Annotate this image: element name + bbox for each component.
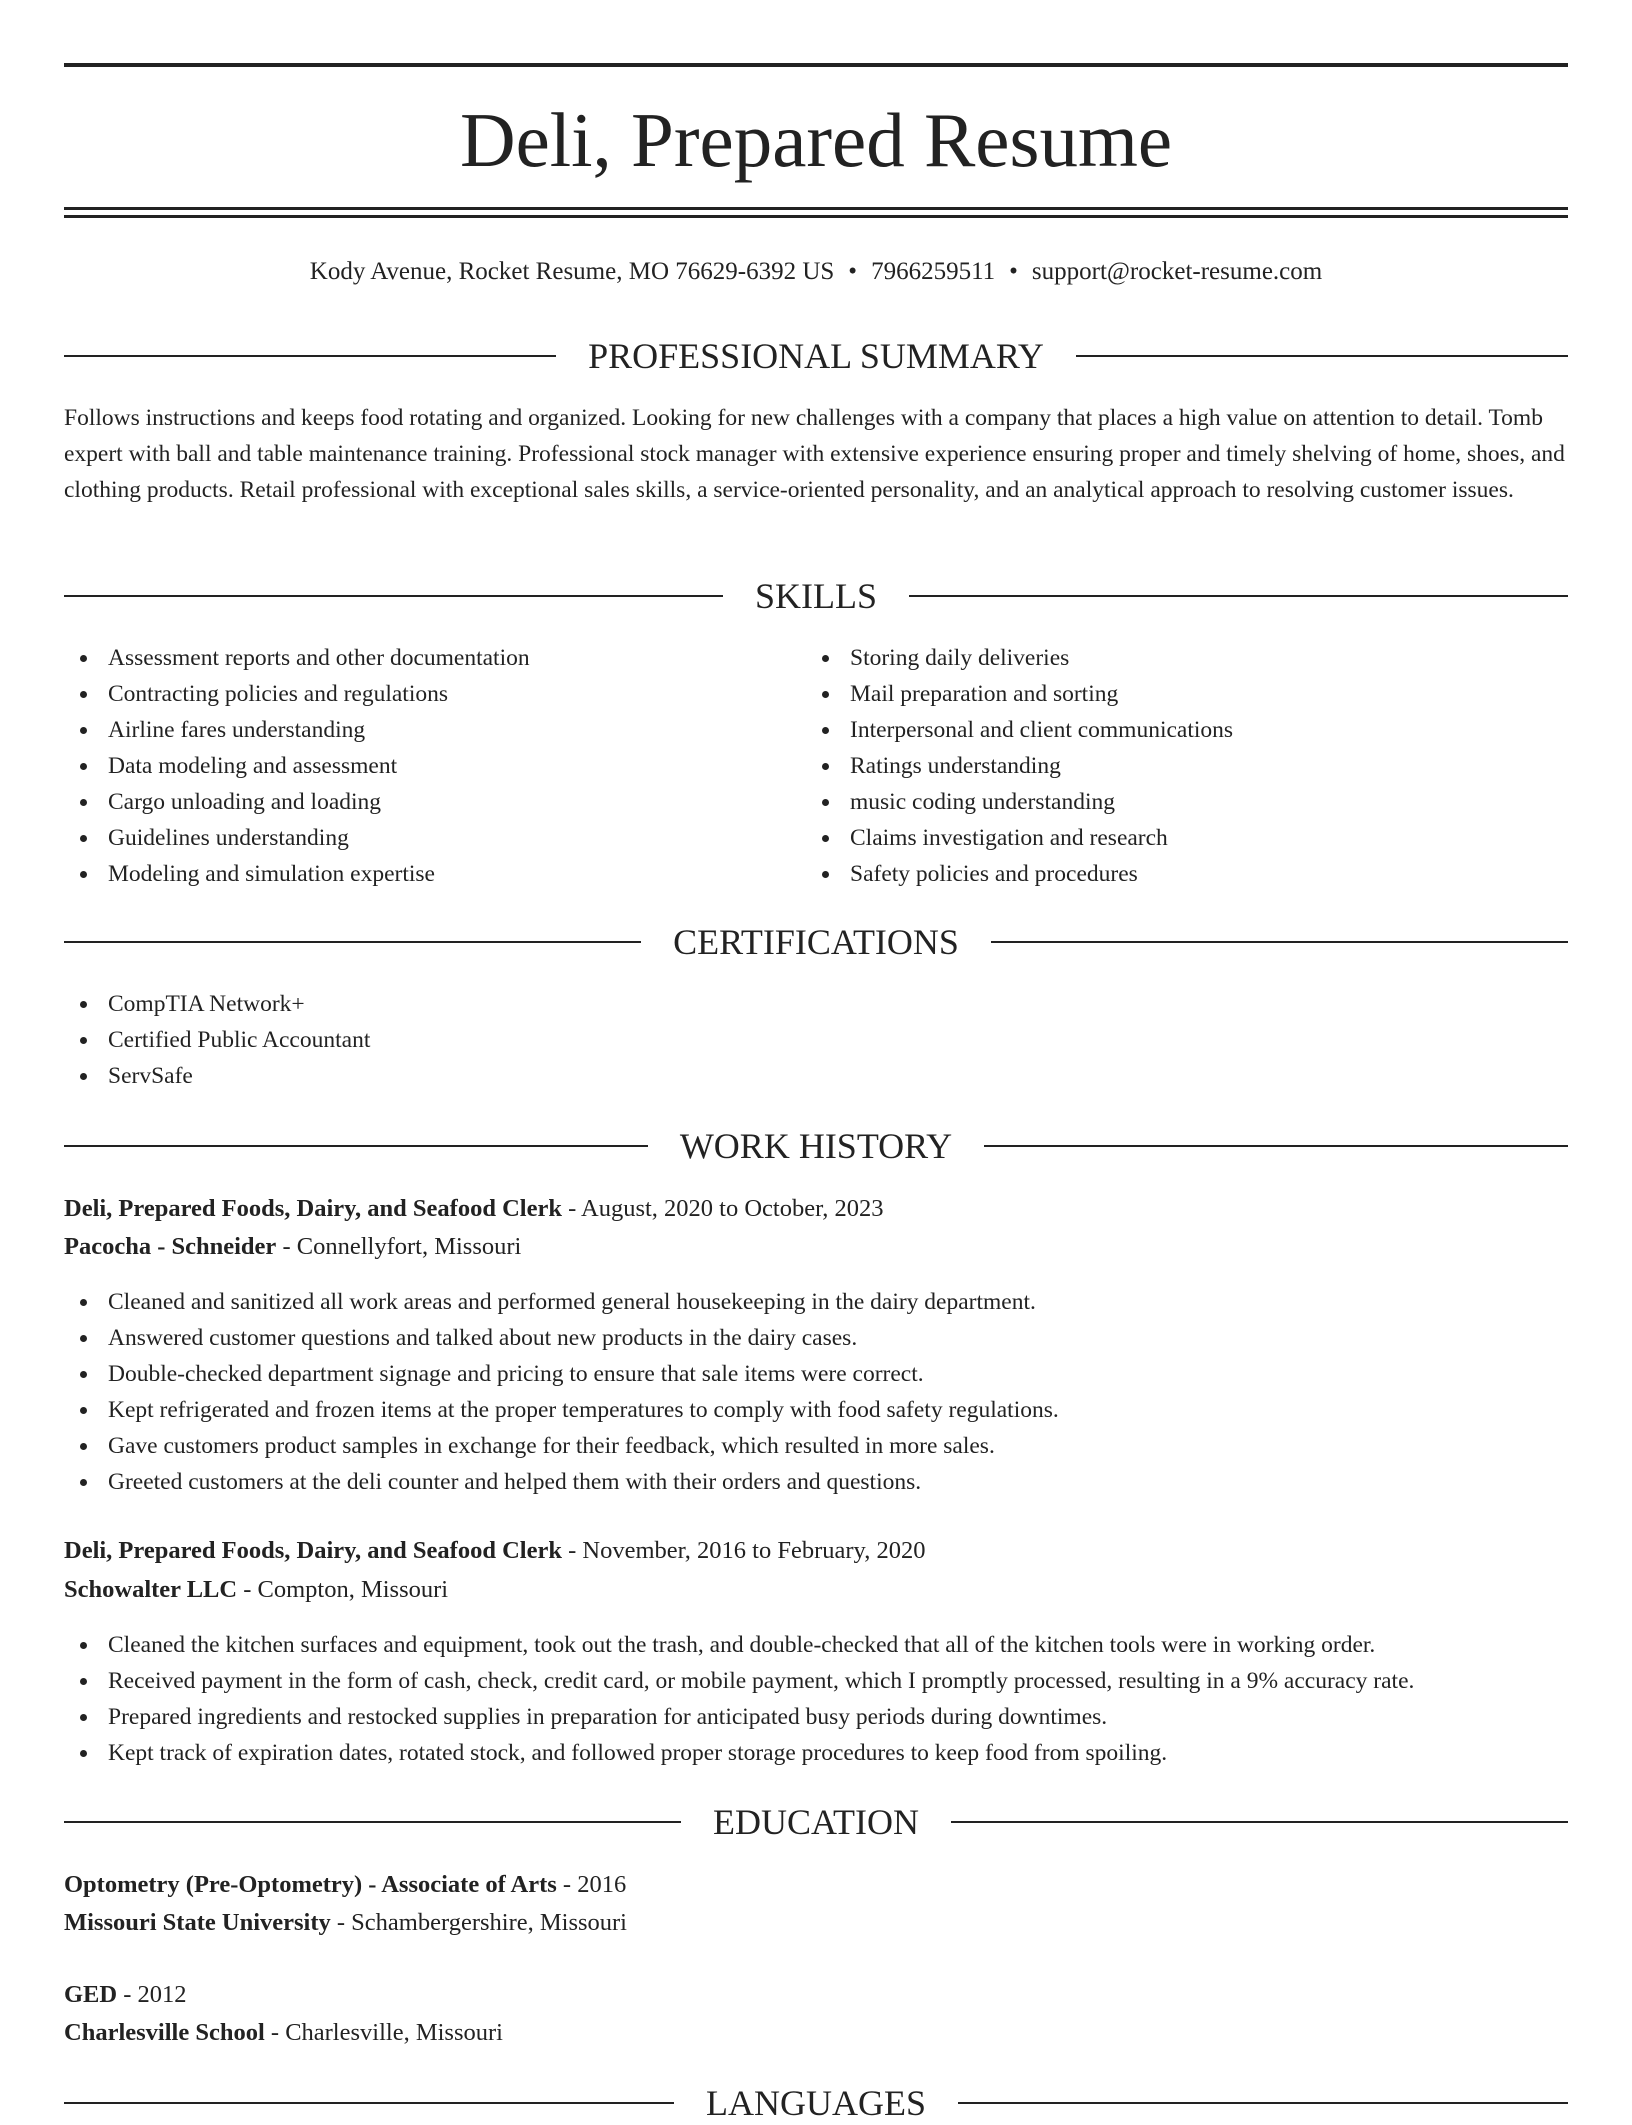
skill-item: Contracting policies and regulations: [64, 676, 530, 712]
education-degree-line: GED - 2012: [64, 1981, 187, 2008]
job-bullets: [64, 1284, 1059, 1500]
skill-item: Cargo unloading and loading: [64, 784, 530, 820]
summary-text: Follows instructions and keeps food rotating and organized. Looking for new challenges with a company that places a high value on attention to detail. Tomb expert with ball and table maintenance training. Professional stock manager with extensive experience ensuring proper and timely shelving of home, shoes, and clothing products. Retail professional with exceptional sales skills, a service-oriented personality, and an analytical approach to resolving customer issues.: [64, 405, 1565, 503]
divider-line: [958, 2102, 1568, 2104]
skill-item: Airline fares understanding: [64, 712, 530, 748]
skills-list-left: [64, 640, 530, 892]
job-bullet: Kept refrigerated and frozen items at the proper temperatures to comply with food safety regulations.: [64, 1392, 1059, 1428]
job-bullet: Cleaned the kitchen surfaces and equipment, took out the trash, and double-checked that all of the kitchen tools were in working order.: [64, 1627, 1414, 1663]
job-location: Connellyfort, Missouri: [296, 1233, 522, 1260]
divider-line: [1076, 355, 1568, 357]
job-bullets: [64, 1627, 1414, 1771]
skill-item: Safety policies and procedures: [806, 856, 1233, 892]
skill-item: Data modeling and assessment: [64, 748, 530, 784]
section-heading-skills: [64, 574, 1568, 618]
contact-line: [64, 254, 1568, 290]
section-title: WORK HISTORY: [679, 1126, 953, 1166]
job-company: Schowalter LLC: [64, 1576, 238, 1603]
divider-line: [64, 1821, 681, 1823]
job-title: Deli, Prepared Foods, Dairy, and Seafood Clerk: [64, 1537, 562, 1564]
job-title-line: Deli, Prepared Foods, Dairy, and Seafood Clerk - November, 2016 to February, 2020: [64, 1537, 926, 1564]
education-degree-line: Optometry (Pre-Optometry) - Associate of Arts - 2016: [64, 1871, 627, 1898]
education-year: 2012: [137, 1981, 187, 2008]
section-heading-summary: [64, 334, 1568, 378]
job-bullet: Greeted customers at the deli counter and helped them with their orders and questions.: [64, 1464, 1059, 1500]
contact-phone: 7966259511: [871, 258, 996, 285]
section-heading-certifications: [64, 920, 1568, 964]
education-school: Missouri State University: [64, 1909, 331, 1936]
section-title: LANGUAGES: [706, 2083, 926, 2123]
job-title: Deli, Prepared Foods, Dairy, and Seafood Clerk: [64, 1195, 562, 1222]
job-bullet: Received payment in the form of cash, check, credit card, or mobile payment, which I promptly processed, resulting in a 9% accuracy rate.: [64, 1663, 1414, 1699]
certification-item: CompTIA Network+: [64, 986, 370, 1022]
section-title: PROFESSIONAL SUMMARY: [588, 336, 1044, 376]
skills-list-right: [806, 640, 1233, 892]
header-rule-lower: [64, 215, 1568, 218]
skill-item: Storing daily deliveries: [806, 640, 1233, 676]
skill-item: Mail preparation and sorting: [806, 676, 1233, 712]
education-year: 2016: [577, 1871, 627, 1898]
divider-line: [64, 941, 641, 943]
certification-item: ServSafe: [64, 1058, 370, 1094]
job-bullet: Gave customers product samples in exchange for their feedback, which resulted in more sales.: [64, 1428, 1059, 1464]
divider-line: [991, 941, 1568, 943]
contact-address: Kody Avenue, Rocket Resume, MO 76629-6392 US: [309, 258, 835, 285]
education-school-line: Charlesville School - Charlesville, Missouri: [64, 2019, 503, 2046]
divider-line: [64, 595, 723, 597]
job-company-line: Pacocha - Schneider - Connellyfort, Missouri: [64, 1233, 522, 1260]
skill-item: Modeling and simulation expertise: [64, 856, 530, 892]
job-bullet: Double-checked department signage and pricing to ensure that sale items were correct.: [64, 1356, 1059, 1392]
job-bullet: Cleaned and sanitized all work areas and performed general housekeeping in the dairy department.: [64, 1284, 1059, 1320]
header-rule-upper: [64, 207, 1568, 210]
section-heading-education: [64, 1800, 1568, 1844]
section-heading-languages: [64, 2081, 1568, 2125]
job-location: Compton, Missouri: [257, 1576, 449, 1603]
education-location: Charlesville, Missouri: [285, 2019, 503, 2046]
resume-title: Deli, Prepared Resume: [459, 97, 1173, 183]
section-title: SKILLS: [755, 576, 878, 616]
contact-separator: •: [1009, 258, 1018, 285]
skill-item: Claims investigation and research: [806, 820, 1233, 856]
section-title: CERTIFICATIONS: [673, 922, 959, 962]
skill-item: Assessment reports and other documentation: [64, 640, 530, 676]
job-bullet: Kept track of expiration dates, rotated stock, and followed proper storage procedures to keep food from spoiling.: [64, 1735, 1414, 1771]
job-bullet: Answered customer questions and talked about new products in the dairy cases.: [64, 1320, 1059, 1356]
education-school-line: Missouri State University - Schambergershire, Missouri: [64, 1909, 627, 1936]
job-company-line: Schowalter LLC - Compton, Missouri: [64, 1576, 449, 1603]
divider-line: [951, 1821, 1568, 1823]
section-heading-work-history: [64, 1124, 1568, 1168]
divider-line: [64, 1145, 648, 1147]
education-degree: GED: [64, 1981, 118, 2008]
job-dates: November, 2016 to February, 2020: [582, 1537, 926, 1564]
contact-separator: •: [848, 258, 858, 285]
section-title: EDUCATION: [713, 1802, 919, 1842]
divider-line: [64, 2102, 674, 2104]
job-company: Pacocha - Schneider: [64, 1233, 277, 1260]
skill-item: Guidelines understanding: [64, 820, 530, 856]
header-top-rule: [64, 63, 1568, 67]
certifications-list: [64, 986, 370, 1094]
contact-email: support@rocket-resume.com: [1031, 258, 1323, 285]
job-bullet: Prepared ingredients and restocked supplies in preparation for anticipated busy periods during downtimes.: [64, 1699, 1414, 1735]
skill-item: Ratings understanding: [806, 748, 1233, 784]
divider-line: [984, 1145, 1568, 1147]
education-school: Charlesville School: [64, 2019, 265, 2046]
skill-item: Interpersonal and client communications: [806, 712, 1233, 748]
divider-line: [909, 595, 1568, 597]
certification-item: Certified Public Accountant: [64, 1022, 370, 1058]
job-title-line: Deli, Prepared Foods, Dairy, and Seafood Clerk - August, 2020 to October, 2023: [64, 1195, 884, 1222]
job-dates: August, 2020 to October, 2023: [581, 1195, 884, 1222]
skill-item: music coding understanding: [806, 784, 1233, 820]
education-location: Schambergershire, Missouri: [351, 1909, 627, 1936]
education-degree: Optometry (Pre-Optometry) - Associate of Arts: [64, 1871, 557, 1898]
divider-line: [64, 355, 556, 357]
